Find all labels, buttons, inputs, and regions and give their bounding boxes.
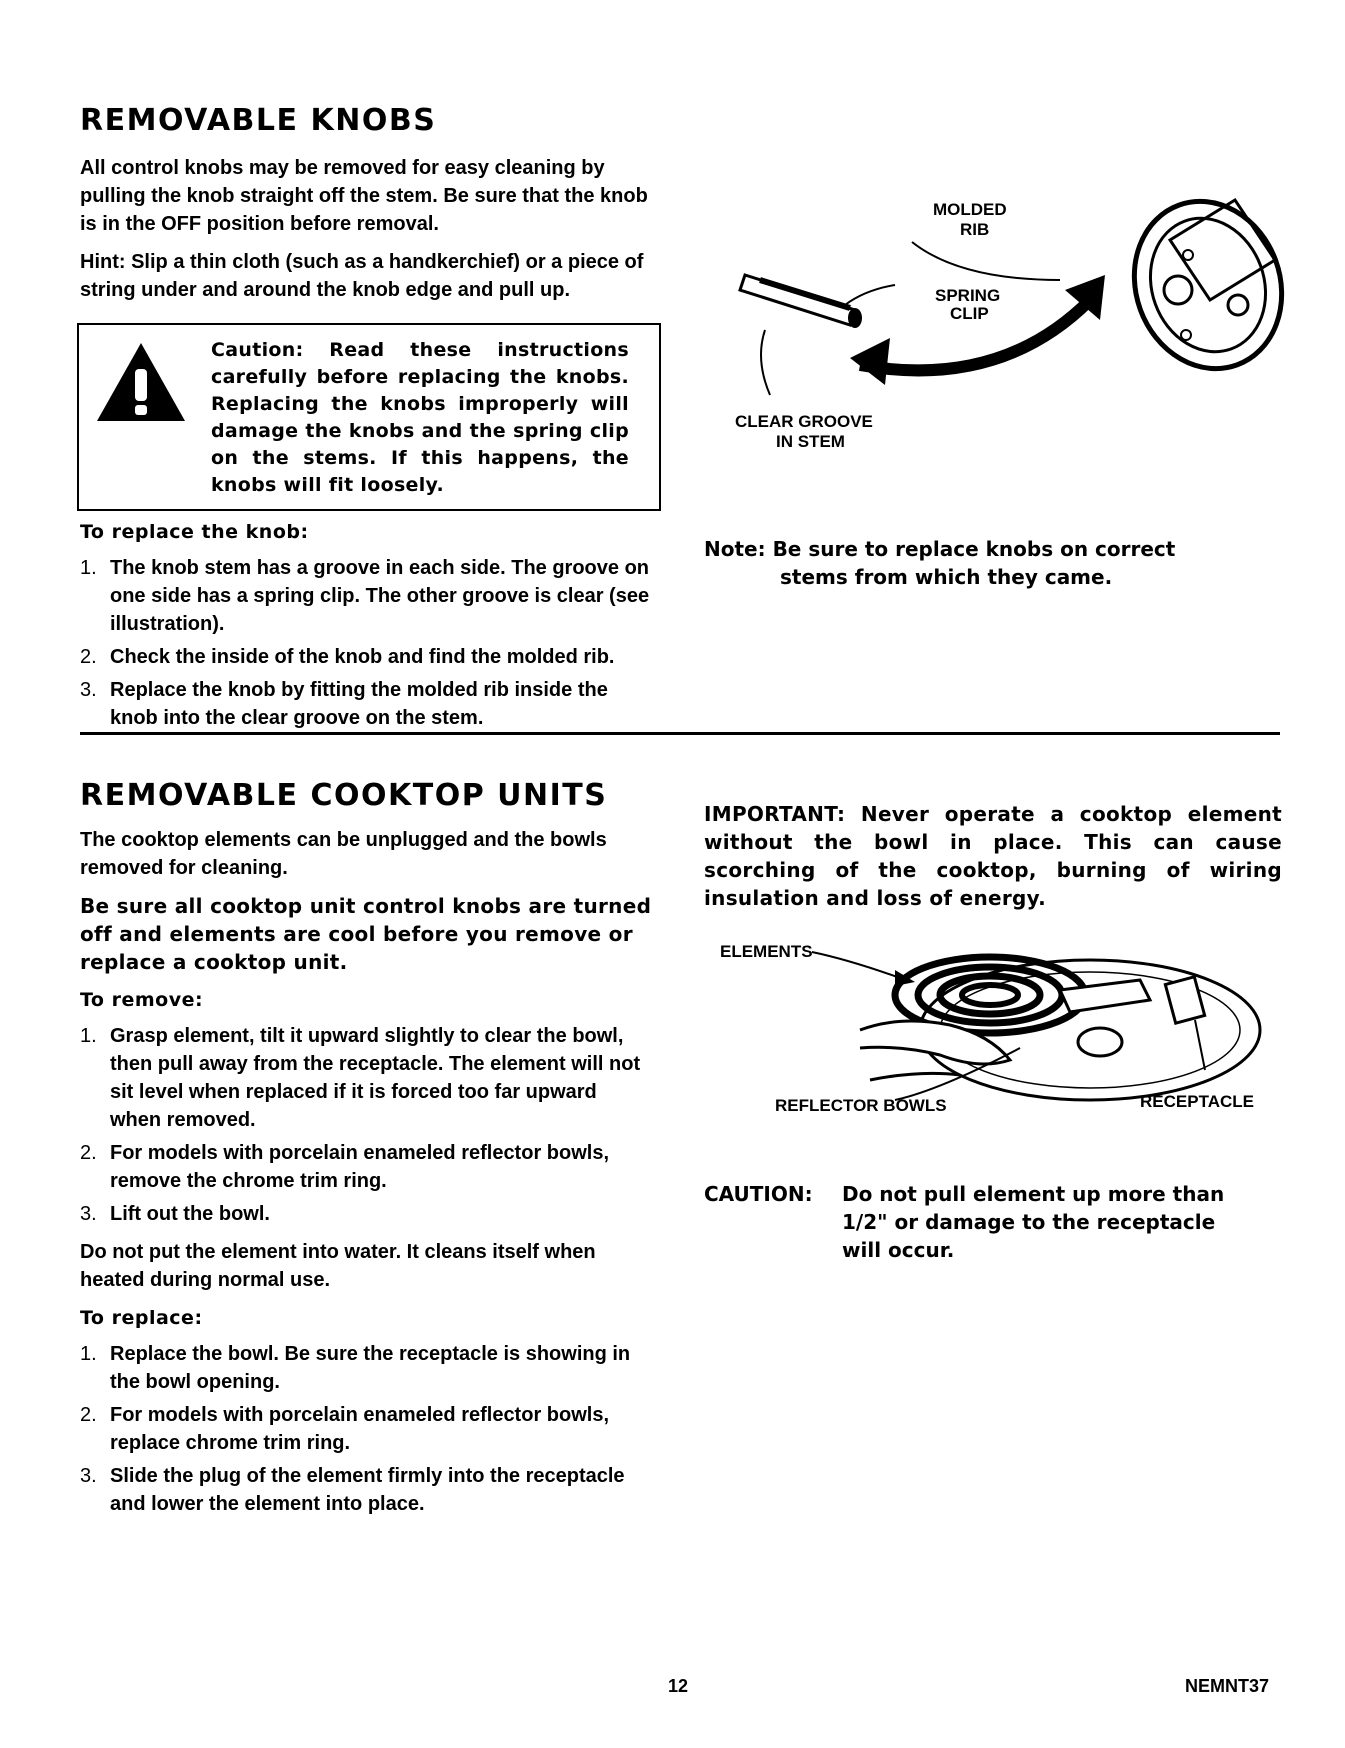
in-stem-label: IN STEM	[776, 432, 845, 451]
reflector-bowls-label: REFLECTOR BOWLS	[775, 1096, 947, 1115]
list-item: 3. Lift out the bowl.	[80, 1203, 270, 1225]
document-code: NEMNT37	[1185, 1676, 1270, 1696]
knobs-note-line2: stems from which they came.	[780, 565, 1113, 589]
page-number: 12	[668, 1676, 689, 1696]
warning-triangle-icon	[95, 341, 187, 423]
cooktop-important-note: IMPORTANT: Never operate a cooktop element without the bowl in place. This can cause scorching of the cooktop, burning of wiring insulation and loss of energy.	[704, 802, 1282, 910]
knobs-intro-paragraph: All control knobs may be removed for easy cleaning by pulling the knob straight off the stem. Be sure that the knob is in the OFF position before removal.	[80, 157, 648, 235]
section-divider	[80, 732, 1280, 735]
clear-groove-label: CLEAR GROOVE	[735, 412, 873, 431]
clip-label: CLIP	[950, 304, 989, 323]
cooktop-replace-heading: To replace:	[80, 1307, 203, 1329]
receptacle-label: RECEPTACLE	[1140, 1092, 1254, 1111]
list-item: 2. For models with porcelain enameled reflector bowls, replace chrome trim ring.	[80, 1404, 610, 1454]
cooktop-caution-line3: will occur.	[842, 1238, 955, 1262]
cooktop-heading: REMOVABLE COOKTOP UNITS	[80, 778, 608, 813]
elements-label: ELEMENTS	[720, 942, 813, 961]
knobs-note-line1: Note: Be sure to replace knobs on correct	[704, 537, 1176, 561]
cooktop-water-paragraph: Do not put the element into water. It cleans itself when heated during normal use.	[80, 1241, 596, 1291]
list-item: 1. Grasp element, tilt it upward slightly to clear the bowl, then pull away from the receptacle. The element will not sit level when replaced if it is forced too far upward when removed.	[80, 1025, 641, 1131]
cooktop-caution-label: CAUTION:	[704, 1182, 813, 1206]
list-item: 1. Replace the bowl. Be sure the receptacle is showing in the bowl opening.	[80, 1343, 631, 1393]
rib-label: RIB	[960, 220, 990, 239]
knobs-hint-paragraph: Hint: Slip a thin cloth (such as a handkerchief) or a piece of string under and around the knob edge and pull up.	[80, 251, 644, 301]
cooktop-replace-steps	[80, 1340, 652, 1518]
cooktop-warning-paragraph: Be sure all cooktop unit control knobs are turned off and elements are cool before you remove or replace a cooktop unit.	[80, 894, 652, 974]
list-item: 2. Check the inside of the knob and find the molded rib.	[80, 646, 615, 668]
cooktop-left-column	[80, 826, 652, 1523]
cooktop-caution-line1: Do not pull element up more than	[842, 1182, 1225, 1206]
cooktop-remove-steps	[80, 1022, 652, 1228]
caution-text: Caution: Read these instructions carefully before replacing the knobs. Replacing the knobs improperly will damage the knobs and the spring clip on the stems. If this happens, the knobs will fit loosely.	[211, 339, 629, 496]
knobs-left-column	[80, 154, 652, 314]
list-item: 2. For models with porcelain enameled reflector bowls, remove the chrome trim ring.	[80, 1142, 610, 1192]
molded-label: MOLDED	[933, 200, 1007, 219]
cooktop-intro-paragraph: The cooktop elements can be unplugged and the bowls removed for cleaning.	[80, 829, 607, 879]
knobs-replace-heading: To replace the knob:	[80, 521, 309, 543]
list-item: 3. Replace the knob by fitting the molded rib inside the knob into the clear groove on the stem.	[80, 679, 608, 729]
knobs-replace-section	[80, 518, 652, 737]
cooktop-caution-line2: 1/2" or damage to the receptacle	[842, 1210, 1216, 1234]
list-item: 1. The knob stem has a groove in each side. The groove on one side has a spring clip. The other groove is clear (see illustration).	[80, 557, 650, 635]
list-item: 3. Slide the plug of the element firmly into the receptacle and lower the element into place.	[80, 1465, 625, 1515]
caution-box	[77, 323, 661, 511]
knobs-heading: REMOVABLE KNOBS	[80, 103, 437, 138]
cooktop-remove-heading: To remove:	[80, 989, 204, 1011]
knobs-replace-steps	[80, 554, 652, 732]
spring-label: SPRING	[935, 286, 1001, 305]
